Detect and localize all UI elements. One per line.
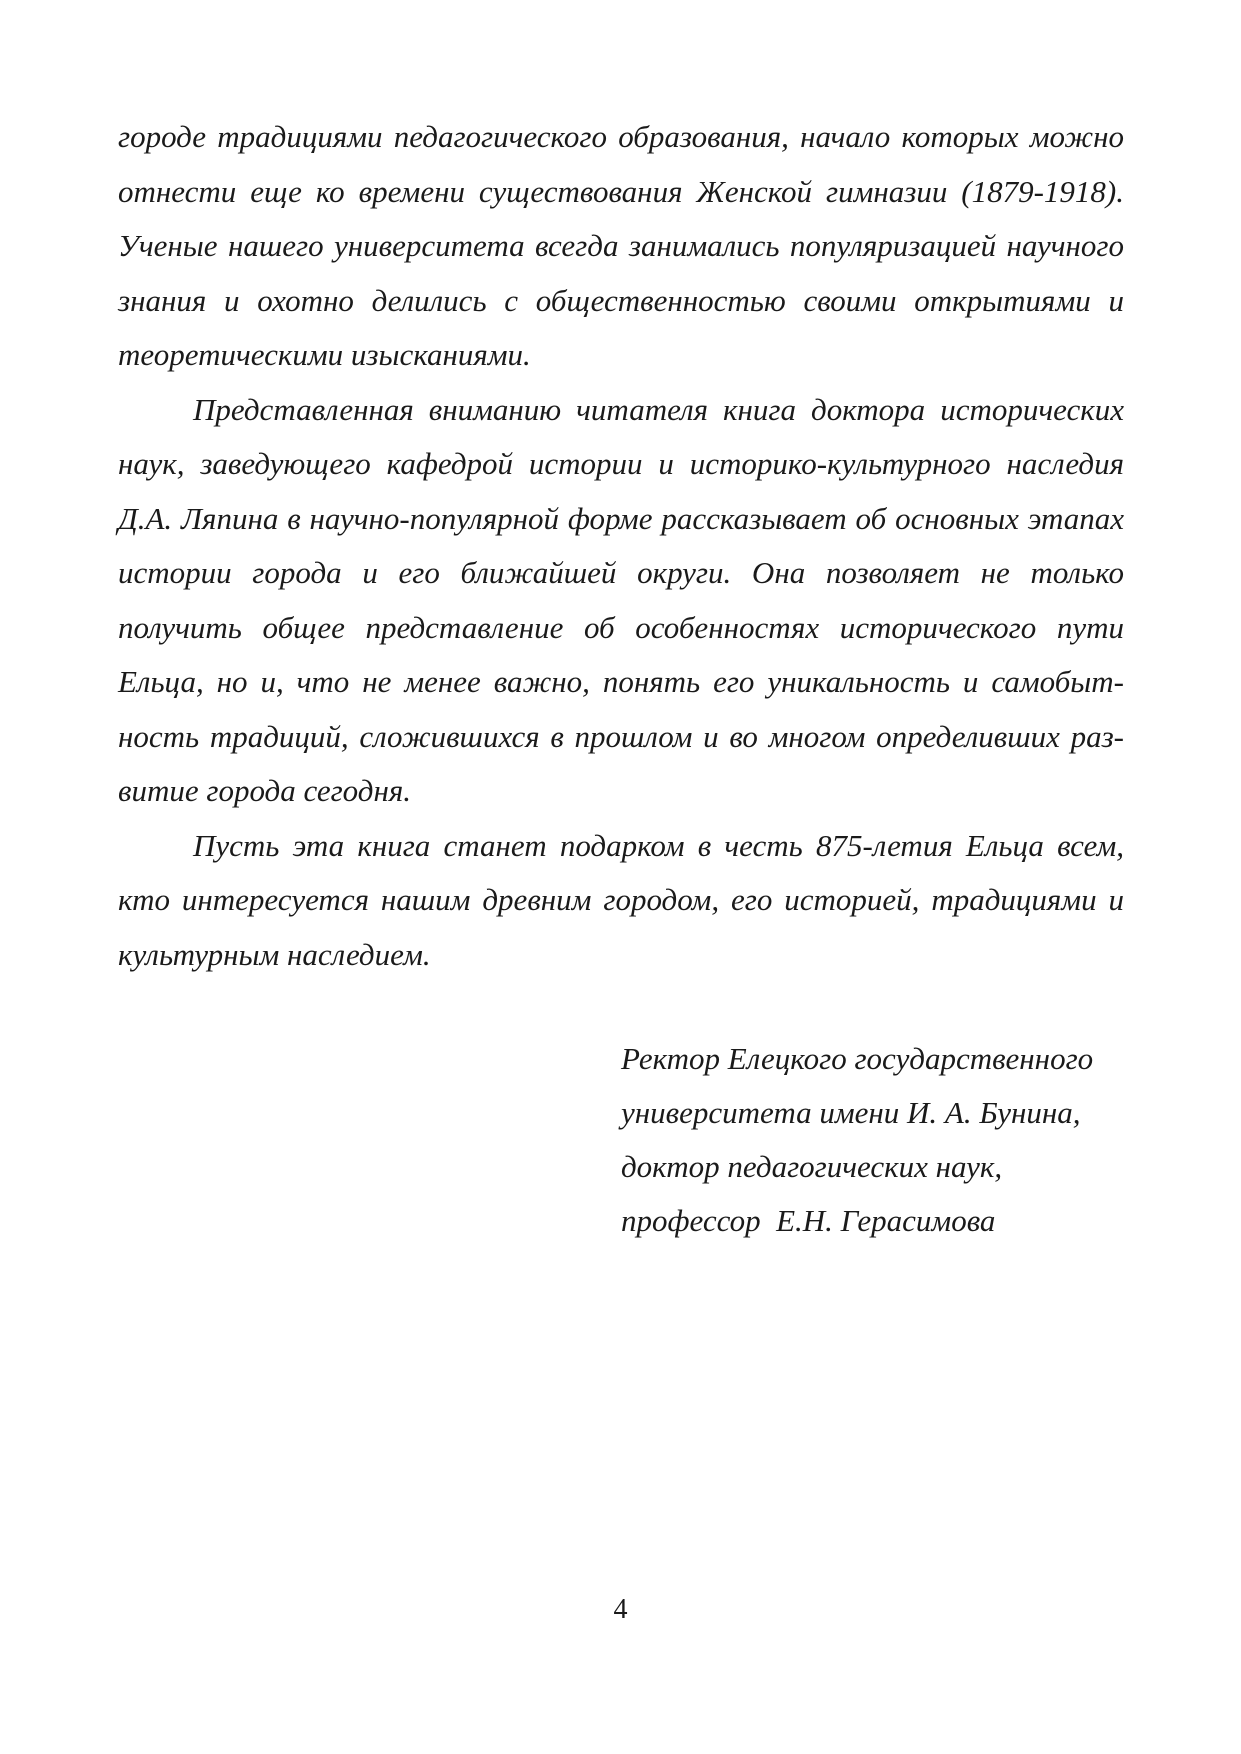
signature-block xyxy=(621,1032,1181,1248)
paragraph-1: городе традициями педагогического образования, начало которых можно отнести еще ко времени существования Женской гимназии (1879-1918). Ученые нашего университета всегда занимались популяризацией научного знания и охотно делились с общественностью своими открытиями и теоретическими изысканиями. xyxy=(118,119,1124,372)
paragraph-2: Представленная вниманию читателя книга доктора исторических наук, заведующего кафедрой истории и историко-культурного наследия Д.А. Ляпина в научно-популярной форме рассказывает об основных этапах истории города и его ближайшей округи. Она позволяет не только получить общее представление об особенностях исторического пути Ельца, но и, что не менее важно, понять его уникальность и самобытность традиций, сложившихся в прошлом и во многом определивших развитие города сегодня. xyxy=(118,391,1124,808)
signature-line-university: университета имени И. А. Бунина, xyxy=(621,1095,1081,1130)
signature-line-position: Ректор Елецкого государственного xyxy=(621,1041,1094,1076)
signature-line-degree: доктор педагогических наук, xyxy=(621,1149,1003,1184)
paragraph-3: Пусть эта книга станет подарком в честь 875-летия Ельца всем, кто интересуется нашим древним городом, его историей, традициями и культурным наследием. xyxy=(118,827,1124,972)
signature-line-name: профессор Е.Н. Герасимова xyxy=(621,1203,996,1238)
page-number: 4 xyxy=(613,1594,628,1625)
body-text xyxy=(118,110,1124,982)
